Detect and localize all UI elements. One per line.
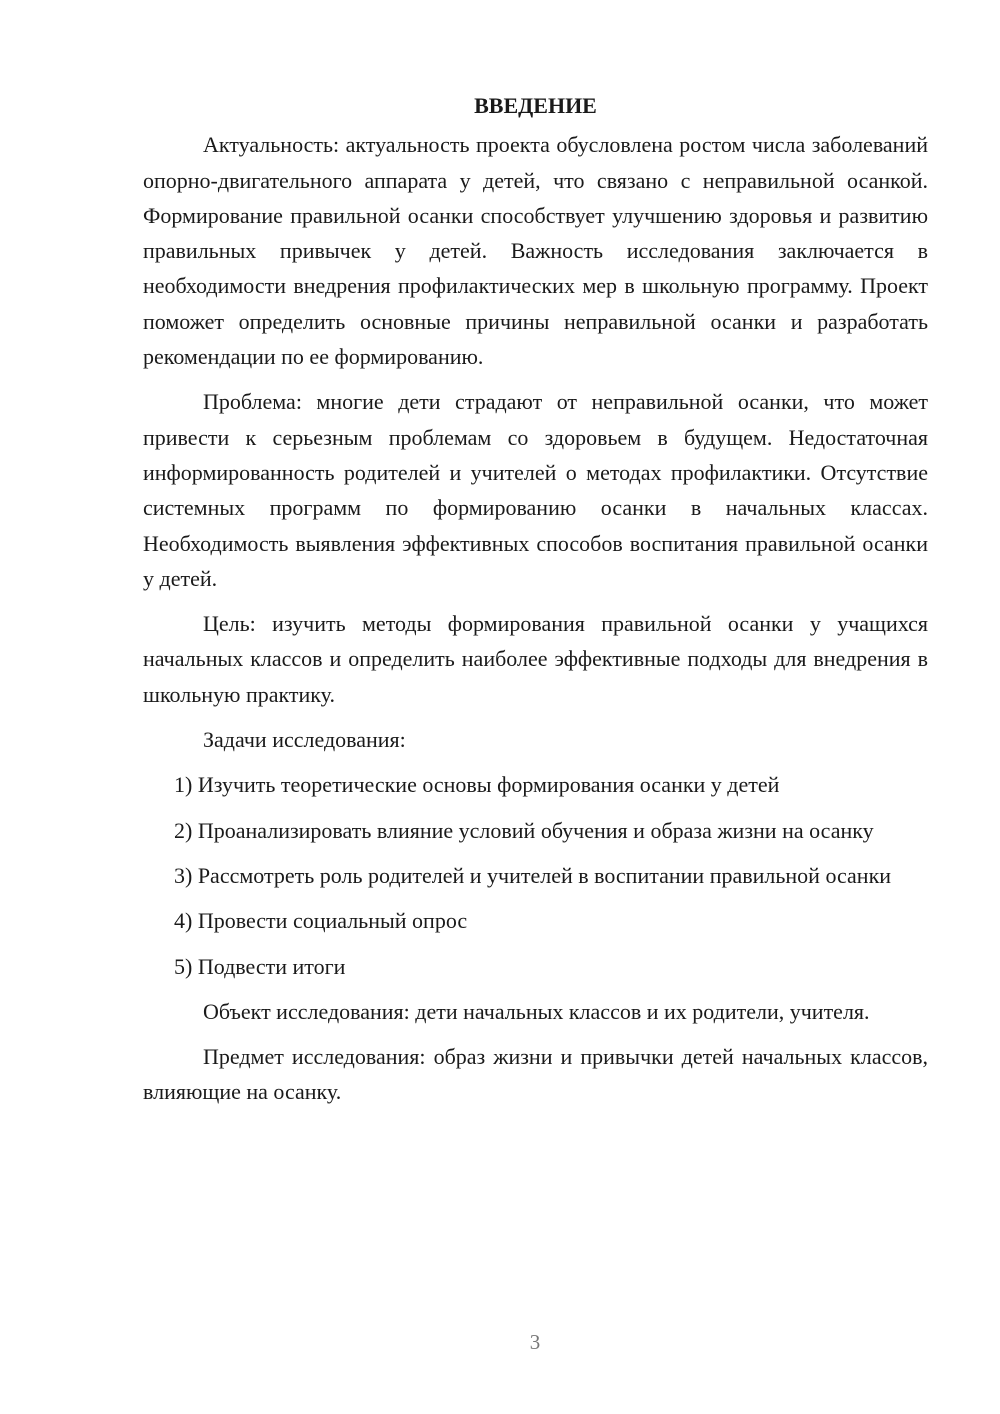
task-item: 1) Изучить теоретические основы формирования осанки у детей [174,772,780,798]
problem-paragraph: Проблема: многие дети страдают от неправильной осанки, что может привести к серьезным проблемам со здоровьем в будущем. Недостаточная информированность родителей и учителей о методах профилактики. Отсутствие системных программ по формированию осанки в начальных классах. Необходимость выявления эффективных способов воспитания правильной осанки у детей. [143,389,928,591]
object-paragraph: Объект исследования: дети начальных классов и их родители, учителя. [203,998,870,1024]
page-number: 3 [529,1330,541,1354]
task-item: 3) Рассмотреть роль родителей и учителей в воспитании правильной осанки [174,862,892,888]
tasks-list [143,767,928,983]
subject-paragraph: Предмет исследования: образ жизни и привычки детей начальных классов, влияющие на осанку. [143,1044,928,1105]
document-page [143,88,928,1120]
tasks-heading: Задачи исследования: [203,727,406,753]
goal-paragraph: Цель: изучить методы формирования правильной осанки у учащихся начальных классов и определить наиболее эффективные подходы для внедрения в школьную практику. [143,611,928,707]
relevance-paragraph: Актуальность: актуальность проекта обусловлена ростом числа заболеваний опорно-двигательного аппарата у детей, что связано с неправильной осанкой. Формирование правильной осанки способствует улучшению здоровья и развитию правильных привычек у детей. Важность исследования заключается в необходимости внедрения профилактических мер в школьную программу. Проект поможет определить основные причины неправильной осанки и разработать рекомендации по ее формированию. [143,132,928,370]
page-title: ВВЕДЕНИЕ [474,93,597,118]
task-item: 2) Проанализировать влияние условий обучения и образа жизни на осанку [174,817,874,843]
task-item: 4) Провести социальный опрос [174,908,468,934]
task-item: 5) Подвести итоги [174,953,346,979]
